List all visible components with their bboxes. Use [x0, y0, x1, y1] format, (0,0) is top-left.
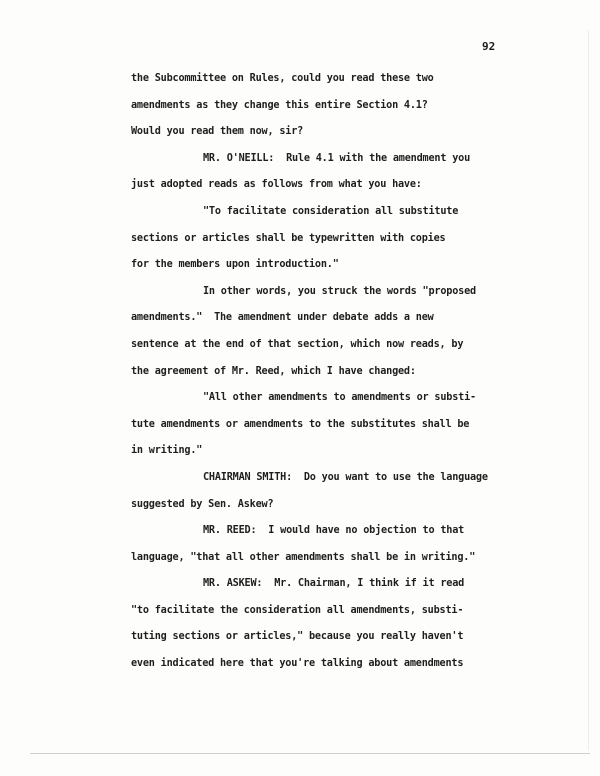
page-number: 92 — [482, 40, 496, 53]
transcript-line: the Subcommittee on Rules, could you read these two — [131, 73, 434, 84]
transcript-line: in writing." — [131, 445, 203, 457]
transcript-line: amendments." The amendment under debate adds a new — [131, 312, 434, 324]
transcript-line: tute amendments or amendments to the substitutes shall be — [131, 418, 470, 430]
transcript-line: Would you read them now, sir? — [131, 126, 304, 138]
transcript-line: just adopted reads as follows from what you have: — [131, 179, 422, 191]
transcript-line: "To facilitate consideration all substitute — [203, 205, 459, 217]
transcript-line: MR. O'NEILL: Rule 4.1 with the amendment you — [203, 152, 471, 164]
transcript-line: language, "that all other amendments shall be in writing." — [131, 551, 476, 563]
transcript-line: even indicated here that you're talking about amendments — [131, 658, 464, 670]
transcript-line: sections or articles shall be typewritten with copies — [131, 232, 446, 244]
transcript-line: tuting sections or articles," because you really haven't — [131, 631, 464, 643]
transcript-line: suggested by Sen. Askew? — [131, 498, 274, 510]
transcript-line: sentence at the end of that section, which now reads, by — [131, 338, 464, 350]
transcript-line: the agreement of Mr. Reed, which I have changed: — [131, 365, 416, 377]
transcript-line: "to facilitate the consideration all amendments, substi- — [131, 604, 464, 616]
transcript-line: MR. REED: I would have no objection to that — [203, 525, 465, 537]
page-edge-shadow — [588, 30, 589, 750]
transcript-line: MR. ASKEW: Mr. Chairman, I think if it read — [203, 578, 465, 590]
transcript-body — [131, 66, 571, 678]
transcript-line: In other words, you struck the words "proposed — [203, 285, 476, 297]
transcript-line: "All other amendments to amendments or substi- — [203, 392, 476, 404]
bottom-rule — [30, 753, 590, 754]
transcript-line: CHAIRMAN SMITH: Do you want to use the language — [203, 471, 488, 483]
transcript-line: amendments as they change this entire Section 4.1? — [131, 99, 428, 111]
transcript-line: for the members upon introduction." — [131, 259, 339, 271]
